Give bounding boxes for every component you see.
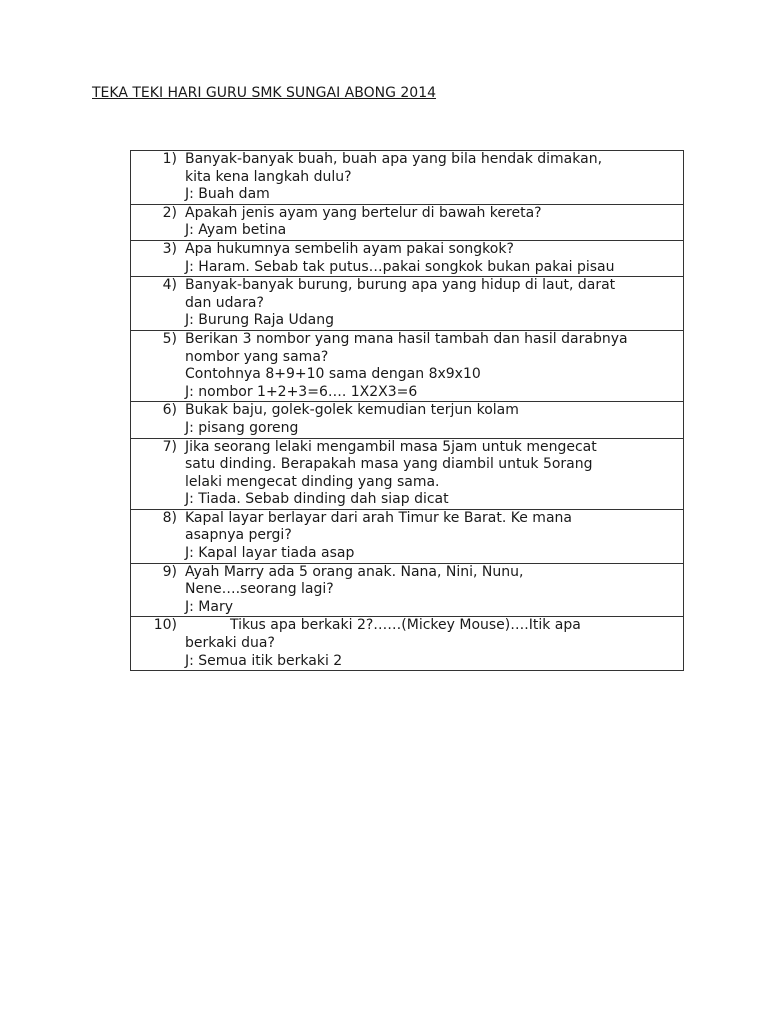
riddle-question-line: Bukak baju, golek-golek kemudian terjun kolam	[185, 402, 519, 419]
riddle-row	[131, 204, 684, 240]
riddle-question-line: Tikus apa berkaki 2?……(Mickey Mouse)….Itik apa	[230, 617, 581, 634]
riddle-number: 9)	[162, 563, 177, 580]
riddle-body	[177, 617, 677, 670]
riddle-number: 3)	[162, 240, 177, 257]
riddle-question-line: lelaki mengecat dinding yang sama.	[185, 473, 440, 490]
riddle-row	[131, 402, 684, 438]
riddle-question-line: berkaki dua?	[185, 635, 275, 652]
riddle-question-line: Nene….seorang lagi?	[185, 581, 334, 598]
riddle-question-line: Banyak-banyak burung, burung apa yang hidup di laut, darat	[185, 277, 616, 294]
riddle-cell	[131, 277, 684, 331]
riddle-answer: J: Ayam betina	[185, 222, 287, 239]
riddle-content	[131, 151, 677, 204]
riddle-cell	[131, 509, 684, 563]
riddle-cell	[131, 330, 684, 401]
riddle-cell	[131, 438, 684, 509]
riddle-answer: J: nombor 1+2+3=6…. 1X2X3=6	[185, 383, 418, 400]
riddle-question-line: Kapal layar berlayar dari arah Timur ke Barat. Ke mana	[185, 509, 572, 526]
riddle-number: 10)	[153, 617, 177, 634]
riddle-question-line: Apakah jenis ayam yang bertelur di bawah kereta?	[185, 204, 542, 221]
riddle-question-line: Jika seorang lelaki mengambil masa 5jam untuk mengecat	[185, 438, 597, 455]
riddle-body	[185, 151, 677, 204]
riddle-content	[131, 510, 677, 563]
riddle-table-body	[131, 151, 684, 671]
riddle-content	[131, 205, 677, 240]
riddle-content	[131, 564, 677, 617]
riddle-cell	[131, 240, 684, 276]
riddle-cell	[131, 151, 684, 205]
riddle-row	[131, 151, 684, 205]
riddle-question-line: satu dinding. Berapakah masa yang diambil untuk 5orang	[185, 456, 593, 473]
riddle-cell	[131, 204, 684, 240]
riddle-table	[130, 150, 684, 671]
riddle-question-line: Apa hukumnya sembelih ayam pakai songkok?	[185, 240, 514, 257]
riddle-cell	[131, 402, 684, 438]
riddle-content	[131, 439, 677, 509]
riddle-question-line: dan udara?	[185, 294, 264, 311]
riddle-number: 1)	[162, 151, 177, 167]
riddle-number: 4)	[162, 277, 177, 294]
riddle-number: 7)	[162, 438, 177, 455]
riddle-body	[185, 205, 677, 240]
riddle-answer: J: Mary	[185, 598, 233, 615]
riddle-body	[185, 510, 677, 563]
riddle-row	[131, 277, 684, 331]
riddle-row	[131, 617, 684, 671]
riddle-row	[131, 330, 684, 401]
riddle-body	[185, 277, 677, 330]
riddle-body	[185, 439, 677, 509]
riddle-row	[131, 438, 684, 509]
riddle-body	[185, 402, 677, 437]
riddle-number: 5)	[162, 330, 177, 347]
riddle-question-line: nombor yang sama?	[185, 348, 329, 365]
riddle-answer: J: pisang goreng	[185, 419, 299, 436]
riddle-answer: J: Haram. Sebab tak putus…pakai songkok bukan pakai pisau	[185, 258, 615, 275]
riddle-content	[131, 331, 677, 401]
riddle-content	[131, 277, 677, 330]
riddle-row	[131, 509, 684, 563]
document-title: TEKA TEKI HARI GURU SMK SUNGAI ABONG 2014	[92, 85, 437, 101]
riddle-answer: J: Burung Raja Udang	[185, 312, 335, 329]
riddle-answer: J: Semua itik berkaki 2	[185, 652, 343, 669]
riddle-row	[131, 240, 684, 276]
riddle-question-line: Ayah Marry ada 5 orang anak. Nana, Nini, Nunu,	[185, 563, 524, 580]
riddle-content	[131, 617, 677, 670]
riddle-number: 2)	[162, 204, 177, 221]
riddle-number: 6)	[162, 402, 177, 419]
riddle-question-line: Banyak-banyak buah, buah apa yang bila hendak dimakan,	[185, 151, 603, 167]
riddle-content	[131, 241, 677, 276]
riddle-cell	[131, 563, 684, 617]
riddle-cell	[131, 617, 684, 671]
riddle-answer: J: Buah dam	[185, 186, 270, 203]
riddle-question-line: Contohnya 8+9+10 sama dengan 8x9x10	[185, 366, 481, 383]
riddle-answer: J: Tiada. Sebab dinding dah siap dicat	[185, 491, 449, 508]
riddle-question-line: kita kena langkah dulu?	[185, 168, 352, 185]
riddle-row	[131, 563, 684, 617]
riddle-body	[185, 241, 677, 276]
riddle-question-line: asapnya pergi?	[185, 527, 292, 544]
riddle-body	[185, 331, 677, 401]
riddle-answer: J: Kapal layar tiada asap	[185, 545, 355, 562]
riddle-question-line: Berikan 3 nombor yang mana hasil tambah dan hasil darabnya	[185, 330, 628, 347]
riddle-body	[185, 564, 677, 617]
riddle-content	[131, 402, 677, 437]
riddle-number: 8)	[162, 509, 177, 526]
